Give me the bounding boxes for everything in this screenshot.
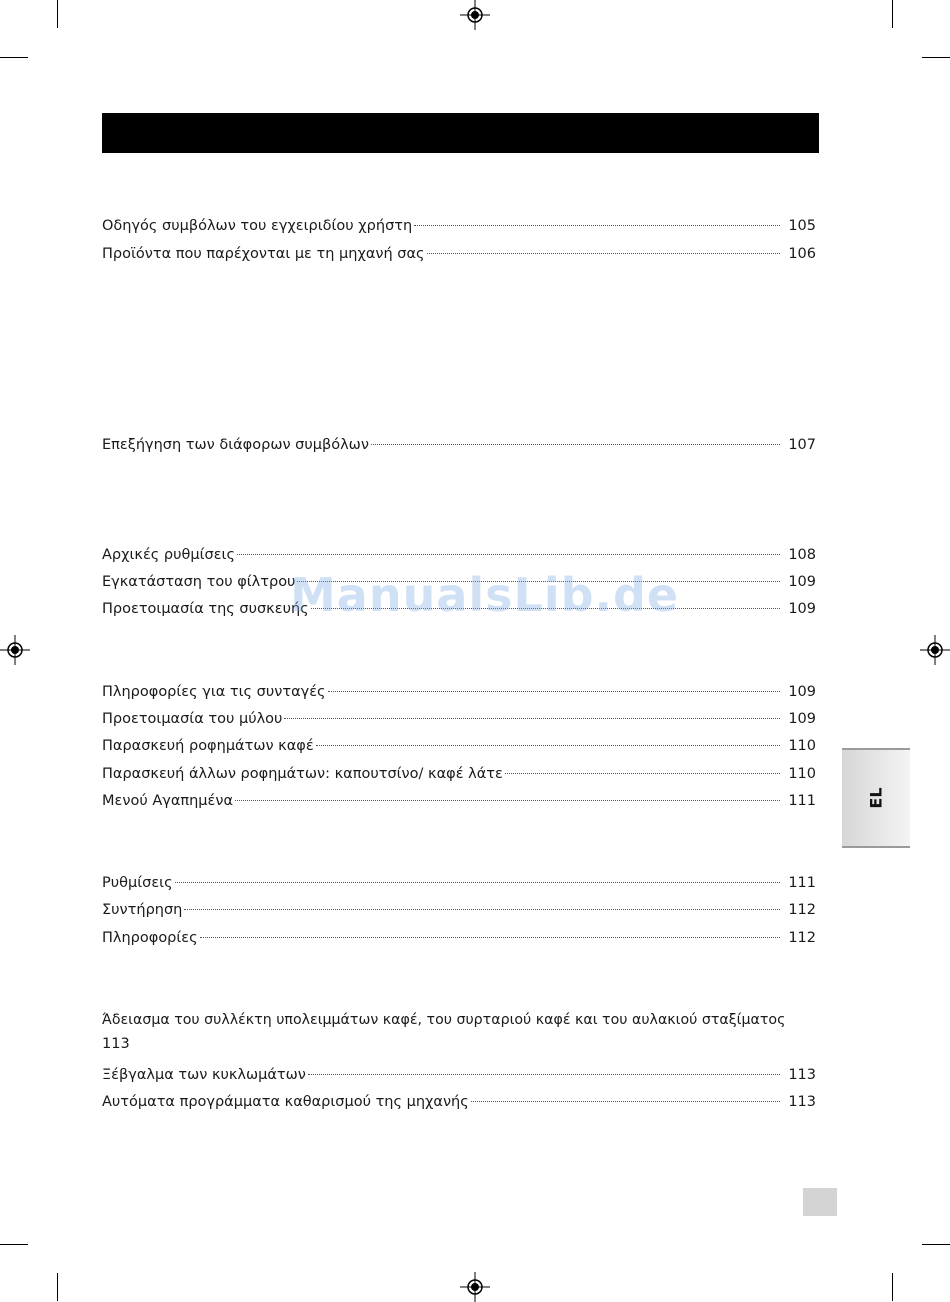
toc-entry-page: 113 [788,1094,816,1110]
toc-entry-page: 105 [788,218,816,234]
toc-entry-title: Παρασκευή ροφημάτων καφέ [102,738,314,754]
toc-entry[interactable] [102,684,816,706]
toc-entry[interactable] [102,218,816,240]
toc-entry-title: Εγκατάσταση του φίλτρου [102,574,296,590]
toc-entry-page: 107 [788,437,816,453]
toc-entry-title: Πληροφορίες για τις συνταγές [102,684,326,700]
crop-mark [922,57,950,58]
toc-entry[interactable] [102,1094,816,1116]
toc-entry[interactable] [102,875,816,897]
toc-entry-title: Επεξήγηση των διάφορων συμβόλων [102,437,369,453]
toc-entry-wrapped[interactable] [102,1012,822,1052]
toc-entry-page: 108 [788,547,816,563]
page-number-box [803,1188,837,1216]
toc-entry-page: 109 [788,684,816,700]
toc-entry[interactable] [102,738,816,760]
toc-entry-title: Συντήρηση [102,902,183,918]
toc-entry-title: Άδειασμα του συλλέκτη υπολειμμάτων καφέ, του συρταριού καφέ και του αυλακιού σταξίματος [102,1012,786,1028]
crop-mark [0,1244,28,1245]
toc-entry[interactable] [102,902,816,924]
toc-entry-page: 112 [788,930,816,946]
toc-entry-page: 109 [788,574,816,590]
leader-dots [471,1101,780,1102]
language-code: EL [866,787,886,809]
leader-dots [414,225,780,226]
leader-dots [200,937,780,938]
toc-entry[interactable] [102,437,816,459]
toc-entry-page: 109 [788,711,816,727]
crop-mark [892,0,893,28]
toc-entry[interactable] [102,246,816,268]
toc-entry[interactable] [102,547,816,569]
toc-entry-title: Αρχικές ρυθμίσεις [102,547,235,563]
leader-dots [184,909,780,910]
toc-entry-title: Προϊόντα που παρέχονται με τη μηχανή σας [102,246,425,262]
toc-entry-title: Πληροφορίες [102,930,198,946]
crop-mark [892,1273,893,1301]
leader-dots [175,882,780,883]
leader-dots [371,444,780,445]
crop-mark [57,1273,58,1301]
registration-mark-icon [920,635,950,665]
toc-entry-page: 113 [788,1067,816,1083]
toc-entry-title: Προετοιμασία του μύλου [102,711,283,727]
toc-entry[interactable] [102,1067,816,1089]
toc-entry-title: Αυτόματα προγράμματα καθαρισμού της μηχανής [102,1094,469,1110]
leader-dots [235,800,780,801]
toc-entry[interactable] [102,766,816,788]
toc-entry-page: 110 [788,738,816,754]
toc-entry-title: Ρυθμίσεις [102,875,173,891]
registration-mark-icon [0,635,30,665]
leader-dots [316,745,780,746]
toc-entry-title: Οδηγός συμβόλων του εγχειριδίου χρήστη [102,218,413,234]
leader-dots [308,1074,780,1075]
crop-mark [0,57,28,58]
leader-dots [237,554,780,555]
watermark: ManualsLib.de [290,568,680,622]
toc-entry-page: 111 [788,875,816,891]
header-bar [102,113,819,153]
toc-entry-page: 109 [788,601,816,617]
toc-entry-page: 113 [102,1036,130,1052]
toc-entry-title: Παρασκευή άλλων ροφημάτων: καπουτσίνο/ καφέ λάτε [102,766,503,782]
toc-entry[interactable] [102,930,816,952]
leader-dots [284,718,780,719]
toc-entry-title: Μενού Αγαπημένα [102,793,234,809]
toc-entry-title: Προετοιμασία της συσκευής [102,601,309,617]
registration-mark-icon [460,1272,490,1302]
leader-dots [505,773,780,774]
toc-entry-title: Ξέβγαλμα των κυκλωμάτων [102,1067,306,1083]
crop-mark [57,0,58,28]
registration-mark-icon [460,0,490,30]
toc-entry-page: 111 [788,793,816,809]
language-tab [842,748,910,848]
leader-dots [427,253,780,254]
leader-dots [328,691,780,692]
toc-entry-page: 112 [788,902,816,918]
toc-entry[interactable] [102,711,816,733]
crop-mark [922,1244,950,1245]
toc-entry-page: 110 [788,766,816,782]
toc-entry[interactable] [102,793,816,815]
toc-entry-page: 106 [788,246,816,262]
